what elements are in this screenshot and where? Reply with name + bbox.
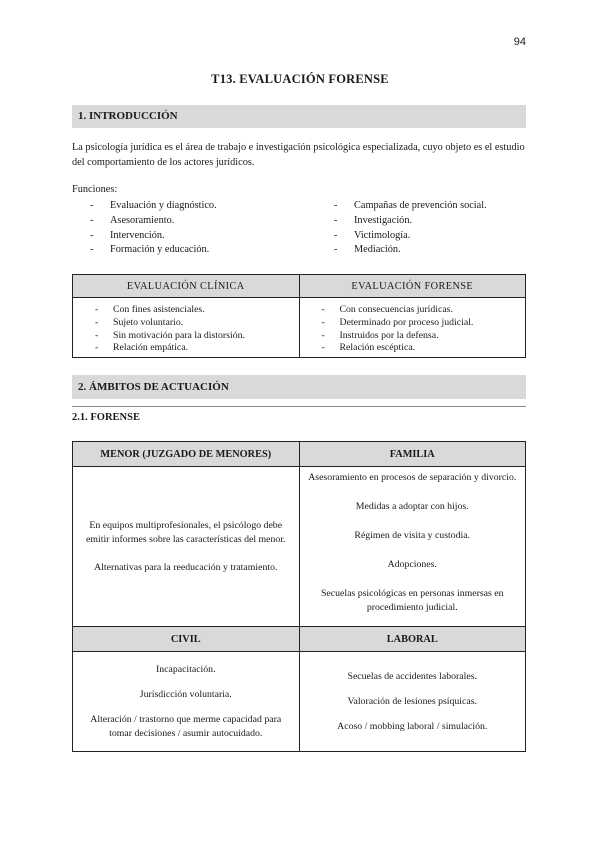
civil-header: CIVIL	[73, 627, 300, 652]
familia-item: Medidas a adoptar con hijos.	[355, 501, 469, 512]
page-number: 94	[513, 36, 526, 48]
civil-item: Jurisdicción voluntaria.	[139, 688, 232, 700]
list-item: - Relación escéptica.	[321, 342, 416, 354]
list-item: - Sujeto voluntario.	[95, 316, 184, 328]
list-item: - Campañas de prevención social.	[334, 200, 487, 211]
familia-header: FAMILIA	[299, 442, 526, 467]
list-item: - Con consecuencias jurídicas.	[321, 304, 453, 315]
laboral-item: Acoso / mobbing laboral / simulación.	[337, 720, 488, 732]
familia-item: Asesoramiento en procesos de separación y divorcio.	[308, 472, 517, 483]
list-item: - Mediación.	[334, 244, 401, 256]
list-item: - Determinado por proceso judicial.	[321, 316, 474, 328]
list-item: - Asesoramiento.	[90, 214, 175, 226]
menor-header: MENOR (JUZGADO DE MENORES)	[73, 442, 300, 467]
laboral-item: Valoración de lesiones psíquicas.	[347, 695, 477, 707]
section-heading-introduccion: 1. INTRODUCCIÓN	[72, 105, 526, 128]
comparison-table	[72, 274, 526, 358]
list-item: - Sin motivación para la distorsión.	[95, 329, 245, 341]
functions-label: Funciones:	[72, 184, 118, 195]
list-item: - Instruidos por la defensa.	[321, 329, 439, 341]
menor-cell	[73, 467, 300, 627]
areas-table	[72, 441, 526, 752]
forensic-cell	[299, 298, 526, 358]
list-item: - Intervención.	[90, 229, 165, 241]
laboral-cell	[299, 652, 526, 752]
menor-item: En equipos multiprofesionales, el psicólogo debe emitir informes sobre las características del menor.	[86, 519, 286, 545]
subsection-heading-forense: 2.1. FORENSE	[72, 412, 140, 423]
list-item: - Relación empática.	[95, 342, 189, 354]
familia-cell	[299, 467, 526, 627]
laboral-item: Secuelas de accidentes laborales.	[347, 670, 477, 682]
civil-item: Alteración / trastorno que merme capacidad para tomar decisiones / asumir autocuidado.	[90, 713, 282, 739]
list-item: - Evaluación y diagnóstico.	[90, 200, 217, 211]
clinical-header: EVALUACIÓN CLÍNICA	[73, 275, 300, 298]
forensic-header: EVALUACIÓN FORENSE	[299, 275, 526, 298]
familia-item: Régimen de visita y custodia.	[354, 530, 471, 541]
list-item: - Con fines asistenciales.	[95, 304, 205, 315]
civil-item: Incapacitación.	[155, 663, 216, 675]
intro-paragraph: La psicología jurídica es el área de trabajo e investigación psicológica especializada, cuyo objeto es el estudio del comportamiento de los actores jurídicos.	[72, 142, 525, 168]
section-heading-ambitos: 2. ÁMBITOS DE ACTUACIÓN	[72, 375, 526, 399]
list-item: - Investigación.	[334, 214, 413, 226]
clinical-cell	[73, 298, 300, 358]
page-title: T13. EVALUACIÓN FORENSE	[211, 72, 389, 86]
divider	[72, 406, 526, 407]
civil-cell	[73, 652, 300, 752]
laboral-header: LABORAL	[299, 627, 526, 652]
functions-list-left	[90, 199, 217, 258]
functions-list-right	[334, 199, 487, 258]
list-item: - Victimología.	[334, 229, 411, 241]
list-item: - Formación y educación.	[90, 244, 210, 256]
familia-item: Secuelas psicológicas en personas inmersas en procedimiento judicial.	[320, 588, 504, 613]
familia-item: Adopciones.	[387, 559, 437, 570]
menor-item: Alternativas para la reeducación y tratamiento.	[94, 561, 278, 573]
